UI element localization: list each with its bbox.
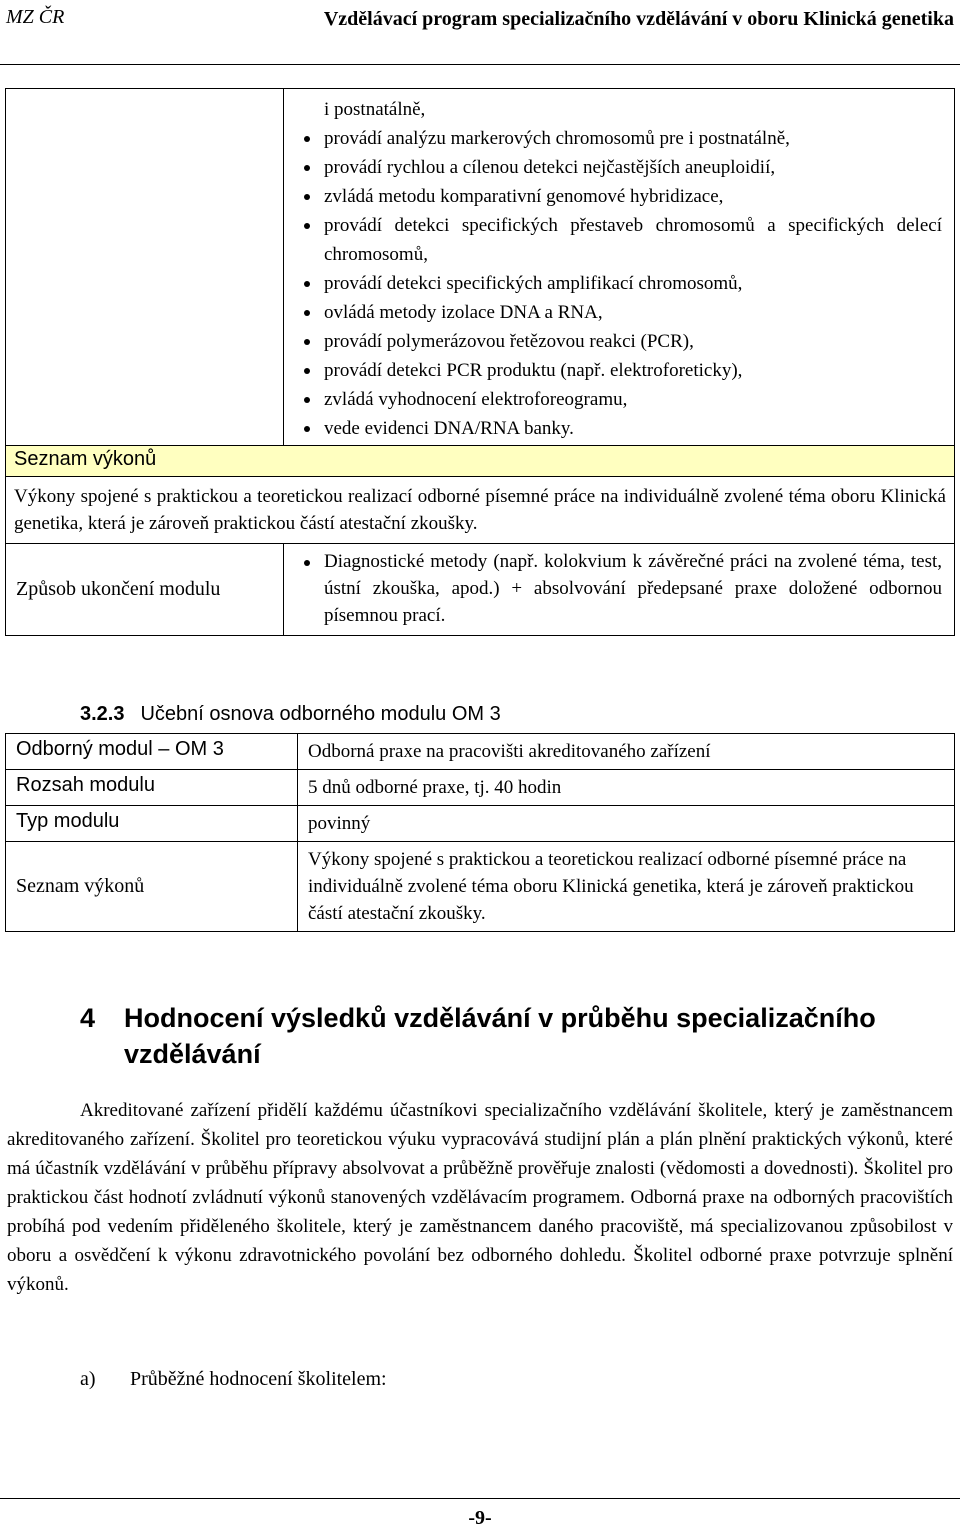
section-4-number: 4 (80, 1003, 96, 1033)
om3-row-rozsah (6, 770, 955, 806)
zpusob-list (302, 548, 942, 629)
section-323-title: Učební osnova odborného modulu OM 3 (140, 703, 501, 725)
activities-list (284, 89, 954, 445)
list-item: provádí analýzu markerových chromosomů pre i postnatálně, (302, 124, 942, 153)
seznam-text-row (6, 477, 955, 544)
om3-key-module: Odborný modul – OM 3 (6, 734, 298, 770)
item-a-text: Průběžné hodnocení školitelem: (130, 1368, 387, 1390)
om3-value-typ: povinný (298, 806, 955, 842)
list-item: vede evidenci DNA/RNA banky. (302, 414, 942, 443)
section-323-number: 3.2.3 (80, 703, 125, 725)
list-item: provádí detekci specifických přestaveb chromosomů a specifických delecí chromosomů, (302, 211, 942, 269)
list-item: provádí detekci specifických amplifikací chromosomů, (302, 269, 942, 298)
zpusob-cell (284, 544, 955, 636)
om3-row-module (6, 734, 955, 770)
item-a-label: a) (80, 1368, 96, 1390)
activities-row (6, 89, 955, 446)
seznam-text: Výkony spojené s praktickou a teoretickou realizací odborné písemné práce na individuálně zvolené téma oboru Klinická genetika, která je zároveň praktickou částí atestační zkoušky. (6, 477, 955, 544)
om3-key-rozsah: Rozsah modulu (6, 770, 298, 806)
list-item-a (80, 1368, 387, 1391)
seznam-label: Seznam výkonů (6, 446, 955, 477)
body-paragraph: Akreditované zařízení přidělí každému účastníkovi specializačního vzdělávání školitele, který je zaměstnancem akreditovaného zařízení. Školitel pro teoretickou výuku vypracovává studijní plán a plán plnění praktických výkonů, které má účastník vzdělávání v průběhu přípravy absolvovat a průběžně prověřuje znalosti (vědomosti a dovednosti). Školitel pro praktickou část hodnotí zvládnutí výkonů stanovených vzdělávacím programem. Odborná praxe na odborných pracovištích probíhá pod vedením přiděleného školitele, který je zaměstnancem daného pracoviště, má specializovanou způsobilost v oboru a osvědčení k výkonu zdravotnického povolání bez odborného dohledu. Školitel odborné praxe potvrzuje splnění výkonů. (7, 1100, 953, 1295)
om3-row-typ (6, 806, 955, 842)
om3-row-seznam (6, 842, 955, 932)
zpusob-row (6, 544, 955, 636)
section-4-heading (80, 1000, 950, 1072)
list-item: provádí rychlou a cílenou detekci nejčastějších aneuploidií, (302, 153, 942, 182)
activities-cell (284, 89, 955, 446)
zpusob-text: Diagnostické metody (např. kolokvium k závěrečné práci na zvolené téma, test, ústní zkouška, apod.) + absolvování předepsané praxe doložené odbornou písemnou prací. (302, 548, 942, 629)
om3-key-typ: Typ modulu (6, 806, 298, 842)
header-rule (0, 64, 960, 65)
list-item: provádí detekci PCR produktu (např. elektroforeticky), (302, 356, 942, 385)
om3-value-module: Odborná praxe na pracovišti akreditovaného zařízení (298, 734, 955, 770)
section-323-heading (80, 703, 501, 726)
header-left: MZ ČR (6, 6, 65, 28)
list-item: provádí polymerázovou řetězovou reakci (PCR), (302, 327, 942, 356)
module-table (5, 88, 955, 636)
om3-table (5, 733, 955, 932)
activities-label-cell (6, 89, 284, 446)
header-title: Vzdělávací program specializačního vzdělávání v oboru Klinická genetika (323, 8, 954, 30)
list-item: zvládá metodu komparativní genomové hybridizace, (302, 182, 942, 211)
list-item: i postnatálně, (324, 99, 426, 120)
section-4-title: Hodnocení výsledků vzdělávání v průběhu specializačního vzdělávání (124, 1003, 876, 1069)
list-item: zvládá vyhodnocení elektroforeogramu, (302, 385, 942, 414)
footer-rule (0, 1498, 960, 1499)
seznam-row (6, 446, 955, 477)
om3-key-seznam: Seznam výkonů (6, 842, 298, 932)
list-item: ovládá metody izolace DNA a RNA, (302, 298, 942, 327)
om3-value-rozsah: 5 dnů odborné praxe, tj. 40 hodin (298, 770, 955, 806)
page-number: -9- (468, 1507, 492, 1529)
zpusob-label: Způsob ukončení modulu (6, 544, 284, 636)
om3-value-seznam: Výkony spojené s praktickou a teoretickou realizací odborné písemné práce na individuálně zvolené téma oboru Klinická genetika, která je zároveň praktickou částí atestační zkoušky. (298, 842, 955, 932)
